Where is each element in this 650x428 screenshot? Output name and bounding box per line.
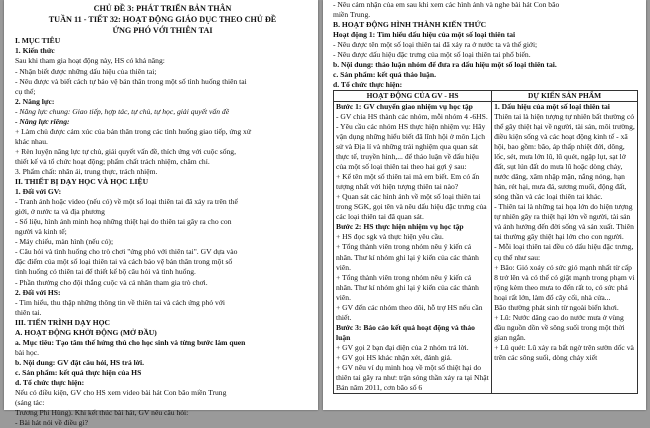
activity-paragraph: Bước 3: Báo cáo kết quả hoạt động và thảo luận bbox=[336, 322, 475, 342]
text-line: a. Mục tiêu: Tạo tâm thế hứng thú cho học sinh và từng bước làm quen bbox=[15, 337, 246, 347]
activity-paragraph: + GV gọi HS khác nhận xét, đánh giá. bbox=[336, 353, 452, 362]
text-line: c. Sản phẩm: kết quả thực hiện của HS bbox=[15, 367, 142, 377]
text-line: A. HOẠT ĐỘNG KHỞI ĐỘNG (MỞ ĐẦU) bbox=[15, 327, 157, 337]
text-line: - Năng lực chung: Giao tiếp, hợp tác, tự chủ, tự học, giải quyết vấn đề bbox=[15, 106, 230, 116]
lesson-subtitle: ỨNG PHÓ VỚI THIÊN TAI bbox=[112, 25, 213, 35]
table-header-expected: DỰ KIẾN SẢN PHẨM bbox=[492, 91, 638, 101]
right-body bbox=[333, 0, 638, 90]
activity-paragraph: + HS đọc sgk và thực hiện yêu cầu. bbox=[336, 232, 444, 242]
expected-paragraph: 1. Dấu hiệu của một số loại thiên tai bbox=[494, 101, 610, 111]
text-line: II. THIẾT BỊ DẠY HỌC VÀ HỌC LIỆU bbox=[15, 177, 149, 187]
text-line: - Nêu được tên một số loại thiên tai đã xảy ra ở nước ta và thế giới; bbox=[333, 40, 538, 50]
text-line: 1. Đối với GV: bbox=[15, 187, 62, 197]
expected-paragraph: + Lũ quét: Lũ xảy ra bất ngờ trên sườn dốc và trên các sông suối, dòng chảy xiết bbox=[494, 342, 634, 362]
expected-paragraph: + Bão: Gió xoáy có sức gió mạnh nhất từ cấp 8 trở lên và có thể có giật mạnh trong phạm vi rộng kèm theo mưa to đến rất to, có sức phá hoại rất lớn, làm đổ cây cối, nhà cửa... bbox=[494, 262, 635, 302]
document-page-right bbox=[323, 0, 646, 410]
activity-paragraph: - GV chia HS thành các nhóm, mỗi nhóm 4 -6HS. bbox=[336, 111, 488, 121]
text-line: 1. Kiến thức bbox=[15, 46, 55, 56]
activity-table bbox=[333, 90, 638, 394]
text-line: b. Nội dung: GV đặt câu hỏi, HS trả lời. bbox=[15, 357, 144, 367]
text-line: c. Sản phẩm: kết quả thảo luận. bbox=[333, 70, 436, 80]
activity-cell bbox=[334, 101, 492, 393]
text-line: thiết kế và tổ chức hoạt động; phẩm chất trách nhiệm, chăm chỉ. bbox=[15, 156, 210, 166]
text-line: - Nêu được và biết cách tự bảo vệ bản thân trong một số tình huống thiên tai bbox=[15, 76, 247, 86]
expected-paragraph: - Thiên tai là những tai họa lớn do hiện tượng tự nhiên gây ra thiệt hại lớn về người, tài sản và ảnh hưởng đến đời sống và sản xuất. Thiên tai thường gây thiệt hại lớn cho con người. bbox=[494, 202, 634, 242]
activity-paragraph: Bước 1: GV chuyển giao nhiệm vụ học tập bbox=[336, 101, 473, 111]
text-line: giới, ở nước ta và địa phương bbox=[15, 207, 105, 217]
topic-title: CHỦ ĐỀ 3: PHÁT TRIỂN BẢN THÂN bbox=[93, 4, 232, 13]
text-line: - Năng lực riêng: bbox=[15, 116, 70, 126]
activity-paragraph: Bước 2: HS thực hiện nhiệm vụ học tập bbox=[336, 222, 464, 232]
activity-paragraph: + Tổng thành viên trong nhóm nêu ý kiến cá nhân. Thư kí nhóm ghi lại ý kiến của các thành viên. bbox=[336, 242, 479, 272]
text-line: - Bài hát nói về điều gì? bbox=[15, 418, 88, 428]
expected-paragraph: Bão thường phát sinh từ ngoài biển khơi. bbox=[494, 302, 619, 312]
text-line: người và kinh tế; bbox=[15, 227, 67, 237]
text-line: - Câu hỏi và tình huống cho trò chơi "ứng phó với thiên tai". GV dựa vào bbox=[15, 247, 238, 257]
text-line: (sáng tác: bbox=[15, 398, 45, 408]
activity-paragraph: + GV nêu ví dụ minh hoạ về một số thiệt hại do thiên tai gây ra như: trận sóng thần xảy ra tại Nhật Bản năm 2011, cơn bão số 6 bbox=[336, 363, 489, 393]
text-line: d. Tổ chức thực hiện: bbox=[15, 377, 85, 387]
lesson-title: TUẦN 11 - TIẾT 32: HOẠT ĐỘNG GIÁO DỤC THEO CHỦ ĐỀ bbox=[48, 14, 277, 24]
text-line: - Máy chiếu, màn hình (nếu có); bbox=[15, 237, 114, 247]
left-body bbox=[15, 36, 310, 428]
text-line: miền Trung. bbox=[333, 10, 371, 20]
text-line: tình huống có thiên tai để thiết kế bộ câu hỏi và tình huống. bbox=[15, 267, 196, 277]
text-line: bài học. bbox=[15, 347, 40, 357]
activity-paragraph: + Tổng thành viên trong nhóm nêu ý kiến cá nhân. Thư kí nhóm ghi lại ý kiến của các thành viên. bbox=[336, 272, 479, 302]
text-line: thiên tai. bbox=[15, 307, 42, 317]
text-line: Hoạt động 1: Tìm hiểu dấu hiệu của một số loại thiên tai bbox=[333, 30, 516, 40]
document-page-left bbox=[4, 0, 318, 428]
text-line: - Phần thưởng cho đội thắng cuộc và cá nhân tham gia trò chơi. bbox=[15, 277, 208, 287]
text-line: Nếu có điều kiện, GV cho HS xem video bài hát Con bão miền Trung bbox=[15, 388, 227, 398]
expected-product-cell bbox=[492, 101, 638, 393]
text-line: 2. Đối với HS: bbox=[15, 287, 61, 297]
expected-paragraph: + Lũ: Nước dâng cao do nước mưa ở vùng đầu nguồn dồn về sông suối trong một thời gian ngắn. bbox=[494, 312, 625, 342]
text-line: + Rèn luyện năng lực tự chủ, giải quyết vấn đề, thích ứng với cuộc sống, bbox=[15, 146, 236, 156]
text-line: - Tìm hiểu, thu thập những thông tin về thiên tai và cách ứng phó với bbox=[15, 297, 225, 307]
activity-paragraph: + GV đến các nhóm theo dõi, hỗ trợ HS nếu cần thiết. bbox=[336, 302, 483, 322]
text-line: b. Nội dung: thảo luận nhóm để đưa ra dấu hiệu một số loại thiên tai. bbox=[333, 60, 557, 70]
text-line: - Nhận biết được những dấu hiệu của thiên tai; bbox=[15, 66, 157, 76]
text-line: khác nhau. bbox=[15, 136, 48, 146]
activity-paragraph: + Kể tên một số thiên tai mà em biết. Em có ấn tượng nhất với hiện tượng thiên tai nào? bbox=[336, 172, 480, 192]
text-line: I. MỤC TIÊU bbox=[15, 36, 61, 46]
text-line: 2. Năng lực: bbox=[15, 96, 55, 106]
text-line: 3. Phẩm chất: nhân ái, trung thực, trách nhiệm. bbox=[15, 167, 158, 176]
text-line: + Làm chủ được cảm xúc của bản thân trong các tình huống giao tiếp, ứng xử bbox=[15, 126, 251, 136]
text-line: - Nêu cảm nhận của em sau khi xem các hình ảnh và nghe bài hát Con bão bbox=[333, 0, 560, 9]
text-line: đặc điểm của một số loại thiên tai và cách bảo vệ bản thân trong một số bbox=[15, 257, 233, 267]
text-line: III. TIẾN TRÌNH DẠY HỌC bbox=[15, 317, 111, 327]
text-line: Trương Phi Hùng). Khi kết thúc bài hát, GV nêu câu hỏi: bbox=[15, 408, 189, 418]
text-line: - Tranh ảnh hoặc video (nếu có) về một số loại thiên tai đã xảy ra trên thế bbox=[15, 197, 238, 207]
text-line: cụ thể; bbox=[15, 86, 36, 96]
table-row bbox=[334, 101, 638, 393]
text-line: B. HOẠT ĐỘNG HÌNH THÀNH KIẾN THỨC bbox=[333, 20, 487, 30]
text-line: d. Tổ chức thực hiện: bbox=[333, 80, 403, 90]
text-line: - Số liệu, hình ảnh minh hoạ những thiệt hại do thiên tai gây ra cho con bbox=[15, 217, 232, 227]
activity-paragraph: - Yêu cầu các nhóm HS thực hiện nhiệm vụ: Hãy vận dụng những hiểu biết đã lĩnh hội ở môn Lịch sử và Địa lí và những trải nghiệm qua quan sát thực tế, truyền hình,... để thảo luận về dấu hiệu của một số loại thiên tai theo hai gợi ý sau: bbox=[336, 121, 486, 172]
text-line: - Nêu được dấu hiệu đặc trưng của một số loại thiên tai phổ biến. bbox=[333, 50, 531, 60]
expected-paragraph: Thiên tai là hiện tượng tự nhiên bất thường có thể gây thiệt hại về người, tài sản, môi trường, điều kiện sống và các hoạt động kinh tế - xã hội, bao gồm: bão, áp thấp nhiệt đới, dông, lốc, sét, mưa lớn lũ, lũ quét, ngập lụt, sạt lở đất, sụt lún đất do mưa lũ hoặc dòng chảy, nước dâng, xâm nhập mặn, nắng nóng, hạn hán, rét hại, mưa đá, sương muối, động đất, sóng thần và các loại thiên tai khác. bbox=[494, 111, 635, 202]
text-line: Sau khi tham gia hoạt động này, HS có khả năng: bbox=[15, 56, 165, 66]
expected-paragraph: - Mỗi loại thiên tai đều có dấu hiệu đặc trưng, cụ thể như sau: bbox=[494, 242, 634, 262]
activity-paragraph: + GV gọi 2 bạn đại diện của 2 nhóm trả lời. bbox=[336, 342, 469, 352]
table-header-activity: HOẠT ĐỘNG CỦA GV - HS bbox=[334, 91, 492, 101]
activity-paragraph: + Quan sát các hình ảnh về một số loại thiên tai trong SGK, gọi tên và nêu dấu hiệu đặc trưng của các loại thiên tai đã quan sát. bbox=[336, 192, 487, 222]
